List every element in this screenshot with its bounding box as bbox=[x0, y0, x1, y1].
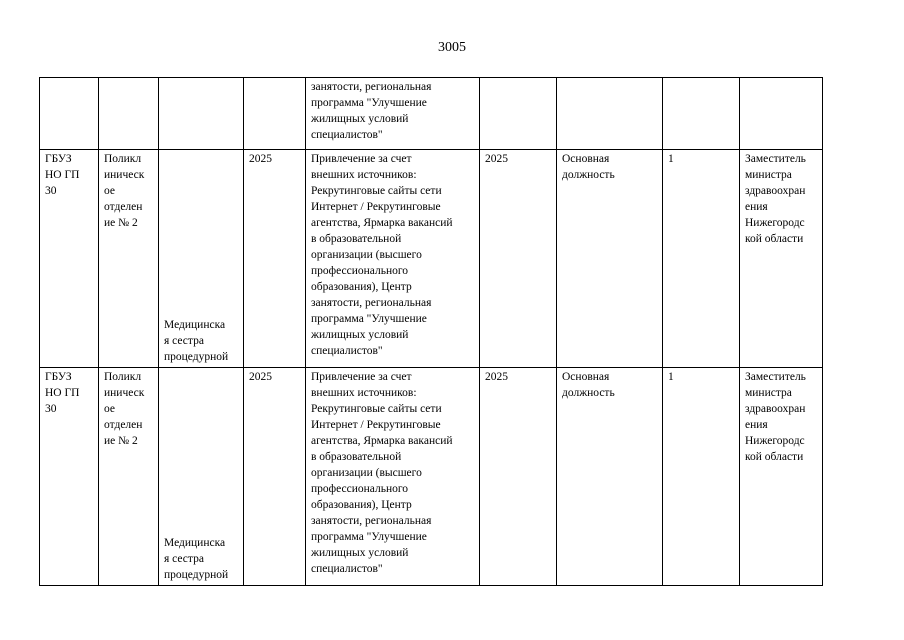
cell-job-type: Основная должность bbox=[557, 368, 663, 586]
cell-org: ГБУЗ НО ГП 30 bbox=[40, 368, 99, 586]
table-row bbox=[40, 150, 823, 368]
cell-responsible bbox=[740, 78, 823, 150]
cell-responsible: Заместитель министра здравоохран ения Нижегородс кой области bbox=[740, 368, 823, 586]
cell-year: 2025 bbox=[244, 368, 306, 586]
table-row bbox=[40, 368, 823, 586]
cell-year-2: 2025 bbox=[480, 150, 557, 368]
cell-year-2: 2025 bbox=[480, 368, 557, 586]
cell-year-2 bbox=[480, 78, 557, 150]
cell-job-type bbox=[557, 78, 663, 150]
cell-count: 1 bbox=[663, 368, 740, 586]
cell-unit bbox=[99, 78, 159, 150]
cell-count bbox=[663, 78, 740, 150]
cell-responsible: Заместитель министра здравоохран ения Нижегородс кой области bbox=[740, 150, 823, 368]
cell-source: занятости, региональная программа "Улучшение жилищных условий специалистов" bbox=[306, 78, 480, 150]
cell-org: ГБУЗ НО ГП 30 bbox=[40, 150, 99, 368]
staffing-plan-table bbox=[39, 77, 823, 586]
cell-unit: Поликл иническ ое отделен ие № 2 bbox=[99, 368, 159, 586]
cell-year bbox=[244, 78, 306, 150]
cell-org bbox=[40, 78, 99, 150]
cell-position: Медицинска я сестра процедурной bbox=[159, 368, 244, 586]
cell-year: 2025 bbox=[244, 150, 306, 368]
cell-source: Привлечение за счет внешних источников: Рекрутинговые сайты сети Интернет / Рекрутинговые агентства, Ярмарка вакансий в образовательной организации (высшего профессионального образования), Центр занятости, региональная программа "Улучшение жилищных условий специалистов" bbox=[306, 150, 480, 368]
cell-unit: Поликл иническ ое отделен ие № 2 bbox=[99, 150, 159, 368]
cell-source: Привлечение за счет внешних источников: Рекрутинговые сайты сети Интернет / Рекрутинговые агентства, Ярмарка вакансий в образовательной организации (высшего профессионального образования), Центр занятости, региональная программа "Улучшение жилищных условий специалистов" bbox=[306, 368, 480, 586]
cell-position: Медицинска я сестра процедурной bbox=[159, 150, 244, 368]
cell-position bbox=[159, 78, 244, 150]
cell-count: 1 bbox=[663, 150, 740, 368]
table-row-continued bbox=[40, 78, 823, 150]
page-number: 3005 bbox=[438, 40, 466, 55]
cell-job-type: Основная должность bbox=[557, 150, 663, 368]
